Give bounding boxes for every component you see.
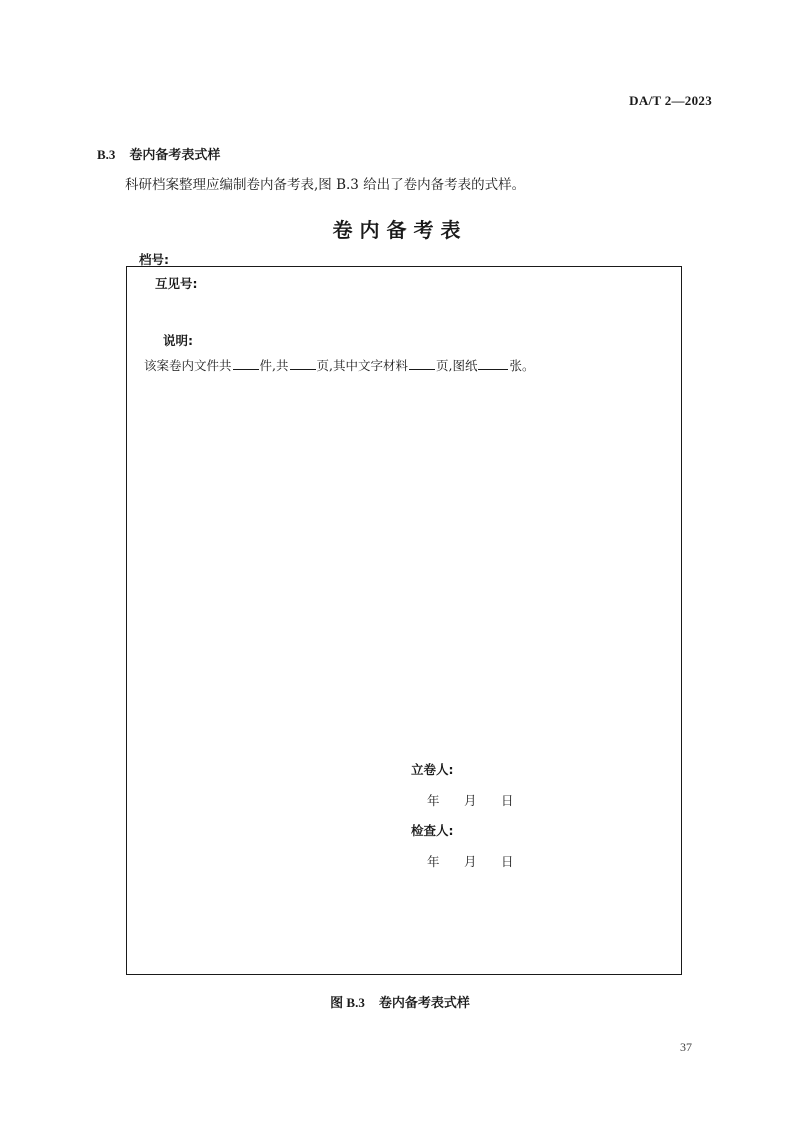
page-number: 37 [680,1040,692,1054]
checker-date-day: 日 [501,854,514,869]
note-part-2: 件,共 [259,358,289,373]
note-part-4: 页,图纸 [435,358,478,373]
note-text [144,356,534,374]
blank-file-count[interactable] [233,357,259,370]
document-code: DA/T 2—2023 [629,93,712,108]
blank-page-count[interactable] [290,357,316,370]
archive-number-label: 档号: [139,252,169,267]
section-title: 卷内备考表式样 [129,148,221,163]
creator-date-year: 年 [427,793,440,808]
note-part-1: 该案卷内文件共 [144,358,232,373]
form-title: 卷内备考表 [332,218,468,242]
note-label: 说明: [163,333,193,348]
checker-date-year: 年 [427,854,440,869]
note-part-5: 张。 [509,358,535,373]
creator-label: 立卷人: [411,762,454,777]
figure-number: 图 B.3 [330,995,365,1010]
blank-text-page-count[interactable] [409,357,435,370]
checker-date-month: 月 [464,854,477,869]
form-box [126,266,682,975]
figure-caption [0,992,800,1011]
section-number: B.3 [97,147,116,162]
blank-drawing-count[interactable] [478,357,508,370]
creator-date-month: 月 [464,793,477,808]
note-part-3: 页,其中文字材料 [316,358,408,373]
cross-reference-label: 互见号: [155,276,198,291]
figure-title: 卷内备考表式样 [378,996,470,1011]
checker-label: 检查人: [411,823,454,838]
section-intro-text: 科研档案整理应编制卷内备考表,图 B.3 给出了卷内备考表的式样。 [125,177,526,193]
creator-date-day: 日 [501,793,514,808]
section-heading [97,144,220,163]
